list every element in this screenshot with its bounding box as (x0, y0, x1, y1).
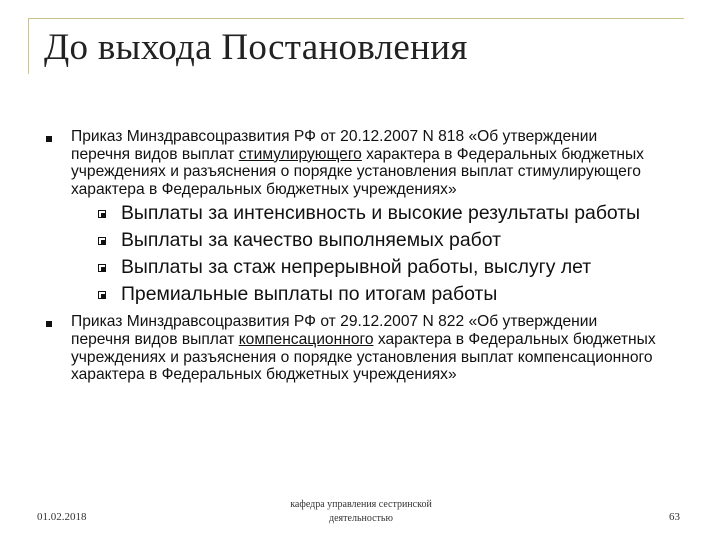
sub-list-item-label: Выплаты за качество выполняемых работ (121, 229, 501, 252)
order-818-underlined-word: стимулирующего (238, 145, 362, 163)
order-822-underlined-word: компенсационного (238, 330, 374, 348)
list-item-order-818 (46, 128, 658, 308)
slide-content (46, 128, 658, 384)
frame-top-line (28, 18, 684, 19)
list-item-order-822 (46, 313, 658, 383)
order-822-text-start: Приказ Минздравсоцразвития РФ от 29.12.2007 N 822 «Об утверждении перечня видов выплат (71, 313, 598, 348)
sub-list-item (71, 254, 658, 281)
footer-date: 01.02.2018 (37, 511, 87, 523)
footer-department-line1: кафедра управления сестринской (290, 499, 432, 510)
order-822-text (71, 313, 658, 383)
sub-list-item-label: Выплаты за интенсивность и высокие результаты работы (121, 202, 641, 225)
sub-list-item-label: Выплаты за стаж непрерывной работы, выслугу лет (121, 256, 592, 279)
frame-left-line (28, 18, 29, 74)
sub-list-item (71, 200, 658, 227)
sub-list-item-label: Премиальные выплаты по итогам работы (121, 283, 498, 306)
checkbox-bullet-icon (98, 264, 106, 272)
order-818-text (71, 128, 658, 198)
square-bullet-icon (46, 321, 52, 327)
checkbox-bullet-icon (98, 237, 106, 245)
order-818-text-end: характера в Федеральных бюджетных учреждениях и разъяснения о порядке установления выплат стимулирующего характера в Федеральных бюджетных учреждениях» (71, 145, 644, 198)
sub-list-item (71, 281, 658, 308)
checkbox-bullet-icon (98, 291, 106, 299)
slide-title: До выхода Постановления (44, 27, 468, 68)
order-818-text-start: Приказ Минздравсоцразвития РФ от 20.12.2007 N 818 «Об утверждении перечня видов выплат (71, 128, 598, 163)
footer-page-number: 63 (669, 511, 680, 523)
footer-department (246, 498, 476, 526)
sub-list-item (71, 227, 658, 254)
order-822-text-end: характера в Федеральных бюджетных учреждениях и разъяснения о порядке установления выплат компенсационного характера в Федеральных бюджетных учреждениях» (71, 330, 656, 384)
checkbox-bullet-icon (98, 210, 106, 218)
square-bullet-icon (46, 136, 52, 142)
payment-types-list (71, 200, 658, 308)
footer-department-line2: деятельностью (329, 513, 393, 524)
